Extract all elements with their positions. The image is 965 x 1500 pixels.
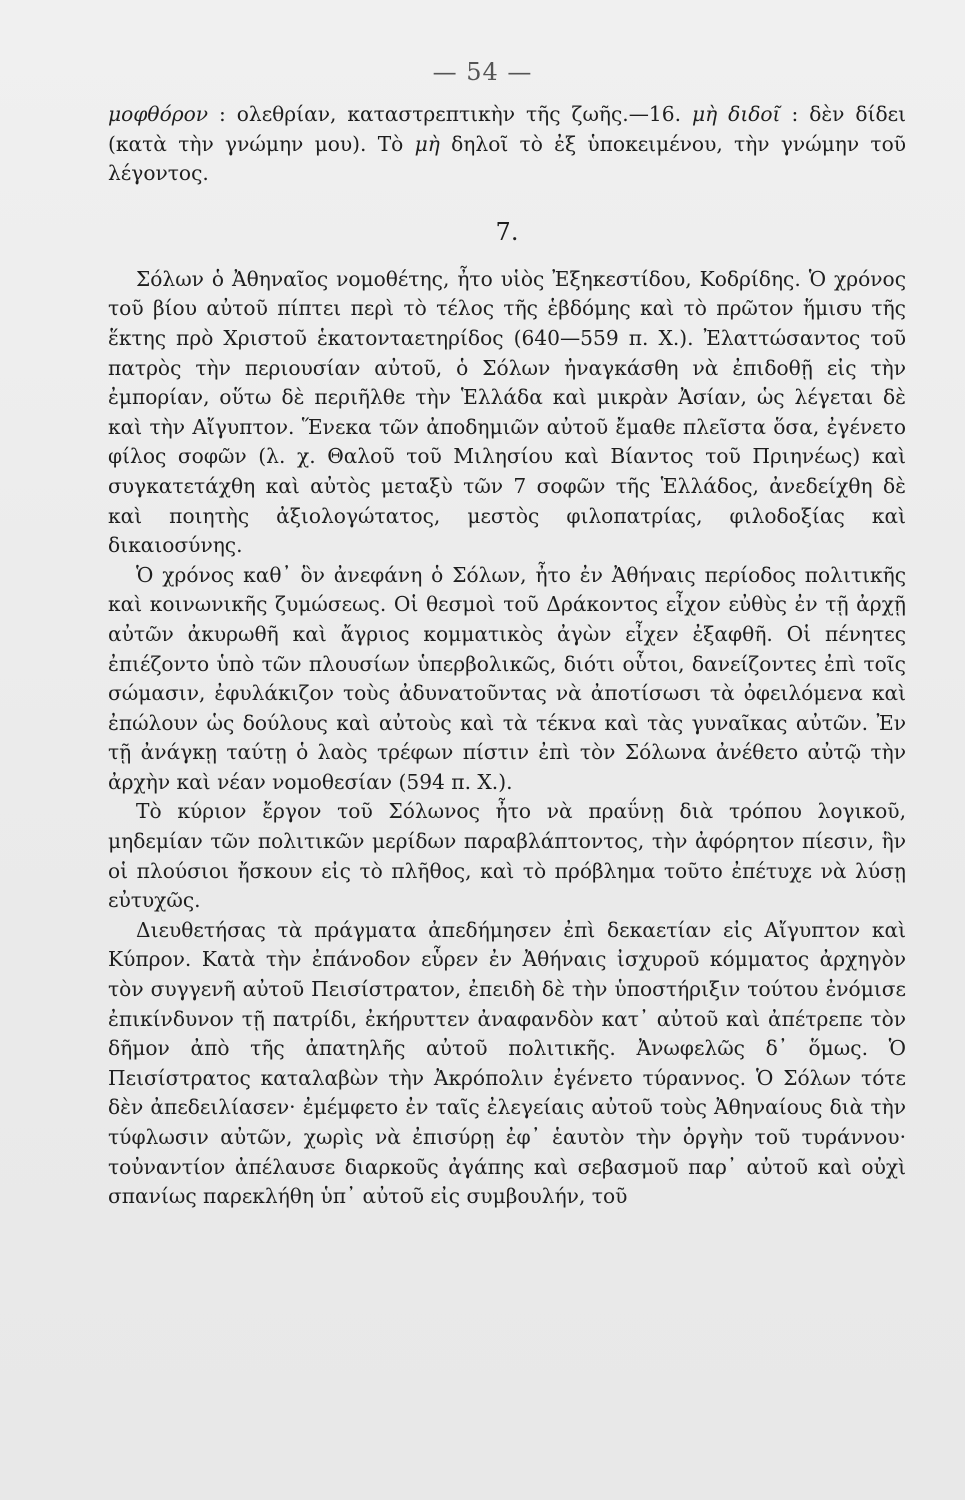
page-text: [108, 100, 906, 1212]
body-paragraph: Τὸ κύριον ἔργον τοῦ Σόλωνος ἦτο νὰ πραΰνῃ διὰ τρόπου λογικοῦ, μηδεμίαν τῶν πολιτικῶν μερίδων παραβλάπτοντος, τὴν ἀφόρητον πίεσιν, ἣν οἱ πλούσιοι ἤσκουν εἰς τὸ πλῆθος, καὶ τὸ πρόβλημα τοῦτο ἐπέτυχε νὰ λύσῃ εὐτυχῶς.: [108, 799, 906, 913]
gloss-definition: : ολεθρίαν, καταστρεπτικὴν τῆς ζωῆς.—16.: [218, 102, 682, 126]
body-paragraph: Ὁ χρόνος καθ᾽ ὃν ἀνεφάνη ὁ Σόλων, ἦτο ἐν Ἀθήναις περίοδος πολιτικῆς καὶ κοινωνικῆς ζυμώσεως. Οἱ θεσμοὶ τοῦ Δράκοντος εἶχον εὐθὺς ἐν τῇ ἀρχῇ αὐτῶν ἀκυρωθῆ καὶ ἄγριος κομματικὸς ἀγὼν εἶχεν ἐξαφθῆ. Οἱ πένητες ἐπιέζοντο ὑπὸ τῶν πλουσίων ὑπερβολικῶς, διότι οὗτοι, δανείζοντες ἐπὶ τοῖς σώμασιν, ἐφυλάκιζον τοὺς ἀδυνατοῦντας νὰ ἀποτίσωσι τὰ ὀφειλόμενα καὶ ἐπώλουν ὡς δούλους καὶ αὐτοὺς καὶ τὰ τέκνα καὶ τὰς γυναῖκας αὐτῶν. Ἐν τῇ ἀνάγκῃ ταύτῃ ὁ λαὸς τρέφων πίστιν ἐπὶ τὸν Σόλωνα ἀνέθετο αὐτῷ τὴν ἀρχὴν καὶ νέαν νομοθεσίαν (594 π. Χ.).: [108, 562, 906, 794]
page-number: — 54 —: [432, 58, 533, 86]
gloss-term: μὴ: [414, 131, 440, 156]
body-paragraph: Σόλων ὁ Ἀθηναῖος νομοθέτης, ἦτο υἱὸς Ἐξηκεστίδου, Κοδρίδης. Ὁ χρόνος τοῦ βίου αὐτοῦ πίπτει περὶ τὸ τέλος τῆς ἑβδόμης καὶ τὸ πρῶτον ἥμισυ τῆς ἕκτης πρὸ Χριστοῦ ἑκατονταετηρίδος (640—559 π. Χ.). Ἐλαττώσαντος τοῦ πατρὸς τὴν περιουσίαν αὐτοῦ, ὁ Σόλων ἠναγκάσθη νὰ ἐπιδοθῇ εἰς τὴν ἐμπορίαν, οὕτω δὲ περιῆλθε τὴν Ἑλλάδα καὶ μικρὰν Ἀσίαν, ὡς λέγεται δὲ καὶ τὴν Αἴγυπτον. Ἕνεκα τῶν ἀποδημιῶν αὐτοῦ ἔμαθε πλεῖστα ὅσα, ἐγένετο φίλος σοφῶν (λ. χ. Θαλοῦ τοῦ Μιλησίου καὶ Βίαντος τοῦ Πριηνέως) καὶ συγκατετάχθη καὶ αὐτὸς μεταξὺ τῶν 7 σοφῶν τῆς Ἑλλάδος, ἀνεδείχθη δὲ καὶ ποιητὴς ἀξιολογώτατος, μεστὸς φιλοπατρίας, φιλοδοξίας καὶ δικαιοσύνης.: [108, 266, 906, 558]
gloss-definition: : δὲν δίδει (κατὰ τὴν γνώμην μου). Τὸ: [108, 102, 907, 156]
gloss-term: μοφθόρον: [108, 102, 209, 126]
footnote-paragraph: [108, 100, 906, 189]
section-heading: 7.: [495, 217, 519, 246]
gloss-definition: δηλοῖ τὸ ἐξ ὑποκειμένου, τὴν γνώμην τοῦ λέγοντος.: [108, 131, 907, 186]
gloss-term: μὴ διδοῖ: [692, 102, 781, 126]
body-paragraph: Διευθετήσας τὰ πράγματα ἀπεδήμησεν ἐπὶ δεκαετίαν εἰς Αἴγυπτον καὶ Κύπρον. Κατὰ τὴν ἐπάνοδον εὗρεν ἐν Ἀθήναις ἰσχυροῦ κόμματος ἀρχηγὸν τὸν συγγενῆ αὐτοῦ Πεισίστρατον, ἐπειδὴ δὲ τὴν ὑποστήριξιν τούτου ἐνόμισε ἐπικίνδυνον τῇ πατρίδι, ἐκήρυττεν ἀναφανδὸν κατ᾽ αὐτοῦ καὶ ἀπέτρεπε τὸν δῆμον ἀπὸ τῆς ἀπατηλῆς αὐτοῦ πολιτικῆς. Ἀνωφελῶς δ᾽ ὅμως. Ὁ Πεισίστρατος καταλαβὼν τὴν Ἀκρόπολιν ἐγένετο τύραννος. Ὁ Σόλων τότε δὲν ἀπεδειλίασεν· ἐμέμφετο ἐν ταῖς ἐλεγείαις αὐτοῦ τοὺς Ἀθηναίους διὰ τὴν τύφλωσιν αὐτῶν, χωρὶς νὰ ἐπισύρῃ ἐφ᾽ ἑαυτὸν τὴν ὀργὴν τοῦ τυράννου· τοὐναντίον ἀπέλαυσε διαρκοῦς ἀγάπης καὶ σεβασμοῦ παρ᾽ αὐτοῦ καὶ οὐχὶ σπανίως παρεκλήθη ὑπ᾽ αὐτοῦ εἰς συμβουλήν, τοῦ: [108, 917, 906, 1209]
